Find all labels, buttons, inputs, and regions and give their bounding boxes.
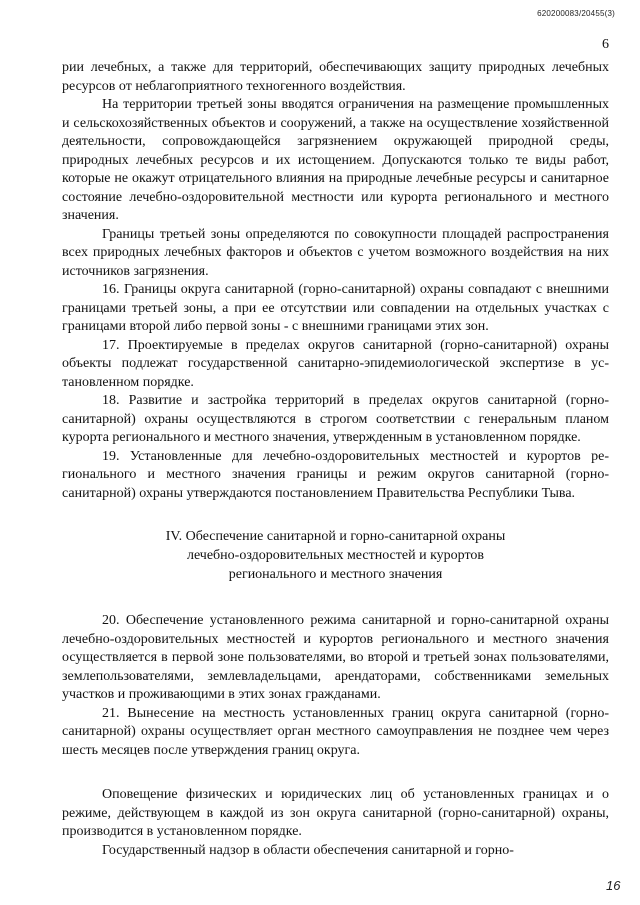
paragraph-18: 18. Развитие и застройка территорий в пределах округов санитарной (горно-санитарной) охраны осуществляются в строгом соответствии с генеральным планом курорта регионального и местного значения, утвержденным в установленном порядке.: [62, 393, 609, 445]
paragraph: Государственный надзор в области обеспечения санитарной и горно-: [102, 842, 514, 858]
paragraph-20: 20. Обеспечение установленного режима санитарной и горно-санитарной охраны лечебно-оздоровительных местностей и курортов регионального и местного значения осуществляется в первой зоне пользователями, во второй и третьей зонах пользователями, землепользователями, землевладельцами, арендаторами, собственниками земельных участков и проживающими в этих зонах гражданами.: [62, 613, 609, 702]
section-heading: [62, 527, 609, 584]
page-number: 6: [602, 37, 609, 52]
document-id: 620200083/20455(3): [537, 9, 615, 18]
paragraph: Границы третьей зоны определяются по совокупности площадей распространения всех природных лечебных факторов и объектов с учетом возможного воздействия на них источников загрязнения.: [62, 226, 609, 279]
section-heading-line: регионального и местного значения: [228, 567, 443, 582]
paragraph-17: 17. Проектируемые в пределах округов санитарной (горно-санитарной) охраны объекты подлежат государственной санитарно-эпидемиологической экспертизе в установленном порядке.: [62, 337, 609, 390]
document-body: [62, 59, 609, 860]
section-heading-line: IV. Обеспечение санитарной и горно-санитарной охраны: [165, 529, 506, 544]
paragraph: На территории третьей зоны вводятся ограничения на размещение промышленных и сельскохозяйственных объектов и сооружений, а также на осуществление хозяйственной деятельности, сопровождающейся загрязнением окружающей природной среды, природных лечебных ресурсов и их истощением. Допускаются только те виды работ, которые не окажут отрицательного влияния на природные лечебные ресурсы и санитарное состояние лечебно-оздоровительной местности или курорта регионального и местного значения.: [62, 97, 609, 223]
section-heading-line: лечебно-оздоровительных местностей и курортов: [186, 548, 485, 563]
handwritten-page-mark: 16: [606, 878, 621, 893]
paragraph-19: 19. Установленные для лечебно-оздоровительных местностей и курортов регионального и местного значения границы и режим округов санитарной (горно-санитарной) охраны утверждаются постановлением Правительства Республики Тыва.: [62, 448, 609, 501]
paragraph-16: 16. Границы округа санитарной (горно-санитарной) охраны совпадают с внешними границами третьей зоны, а при ее отсутствии или совпадении на отдельных участках с границами второй либо первой зоны - с внешними границами этих зон.: [62, 282, 609, 334]
paragraph: рии лечебных, а также для территорий, обеспечивающих защиту природных лечебных ресурсов от неблагоприятного техногенного воздействия.: [62, 60, 609, 94]
paragraph: Оповещение физических и юридических лиц об установленных границах и о режиме, действующем в каждой из зон округа санитарной (горно-санитарной) охраны, производится в установленном порядке.: [62, 787, 609, 839]
paragraph-21: 21. Вынесение на местность установленных границ округа санитарной (горно-санитарной) охраны осуществляет орган местного самоуправления не позднее чем через шесть месяцев после утверждения границ округа.: [62, 705, 609, 758]
